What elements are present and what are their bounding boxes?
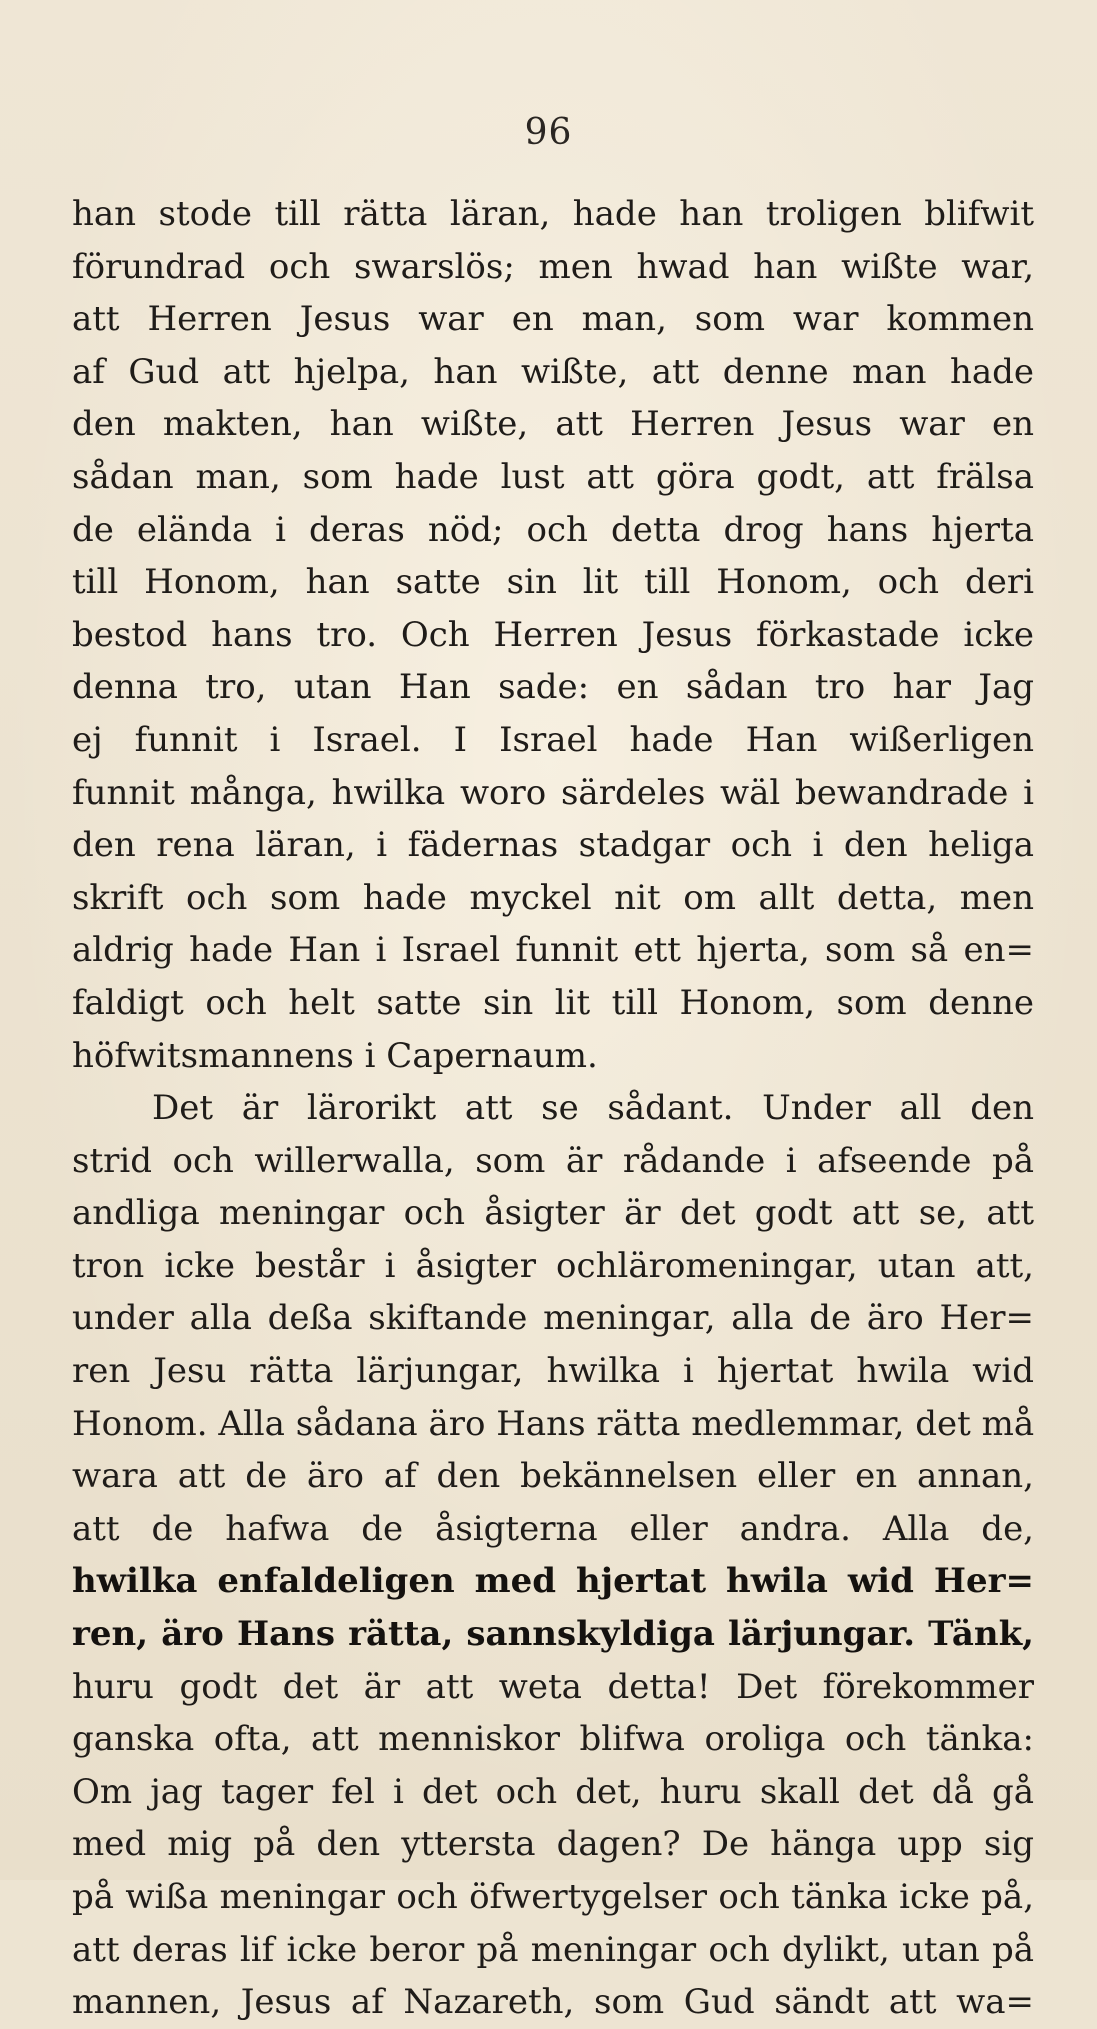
text-line: skrift och som hade myckel nit om allt detta, men [72, 877, 1034, 918]
text-line: Det är lärorikt att se sådant. Under all den [152, 1088, 1034, 1129]
body-text [72, 188, 1034, 2029]
text-line: tron icke består i åsigter ochläromeningar, utan att, [72, 1245, 1034, 1286]
text-line: af Gud att hjelpa, han wißte, att denne man hade [72, 351, 1034, 392]
text-line: ren, äro Hans rätta, sannskyldiga lärjungar. Tänk, [72, 1614, 1034, 1655]
text-line: sådan man, som hade lust att göra godt, att frälsa [72, 456, 1034, 497]
text-line: ej funnit i Israel. I Israel hade Han wißerligen [72, 719, 1034, 760]
text-line: Om jag tager fel i det och det, huru skall det då gå [72, 1771, 1034, 1812]
text-line: Honom. Alla sådana äro Hans rätta medlemmar, det må [72, 1403, 1034, 1444]
text-line: den makten, han wißte, att Herren Jesus war en [72, 404, 1034, 445]
text-line: andliga meningar och åsigter är det godt att se, att [72, 1193, 1034, 1234]
text-line: till Honom, han satte sin lit till Honom, och deri [72, 562, 1034, 603]
text-line: med mig på den yttersta dagen? De hänga upp sig [72, 1824, 1034, 1865]
text-line: faldigt och helt satte sin lit till Honom, som denne [72, 982, 1034, 1023]
text-line: huru godt det är att weta detta! Det förekommer [72, 1666, 1034, 1707]
text-line: att Herren Jesus war en man, som war kommen [72, 299, 1034, 340]
text-line: mannen, Jesus af Nazareth, som Gud sändt att wa= [72, 1982, 1034, 2023]
text-line: han stode till rätta läran, hade han troligen blifwit [72, 194, 1034, 234]
text-line: funnit många, hwilka woro särdeles wäl bewandrade i [72, 772, 1034, 813]
text-line: denna tro, utan Han sade: en sådan tro har Jag [72, 667, 1034, 708]
text-line: strid och willerwalla, som är rådande i afseende på [72, 1140, 1034, 1181]
text-line: bestod hans tro. Och Herren Jesus förkastade icke [72, 614, 1034, 655]
text-line: de elända i deras nöd; och detta drog hans hjerta [72, 509, 1034, 550]
text-line: hwilka enfaldeligen med hjertat hwila wid Her= [72, 1561, 1034, 1602]
text-line: att de hafwa de åsigterna eller andra. Alla de, [72, 1508, 1034, 1549]
text-line: wara att de äro af den bekännelsen eller en annan, [72, 1456, 1034, 1497]
text-line: aldrig hade Han i Israel funnit ett hjerta, som så en= [72, 930, 1034, 971]
page-number: 96 [524, 112, 573, 153]
text-line: den rena läran, i fädernas stadgar och i den heliga [72, 825, 1034, 866]
text-line: att deras lif icke beror på meningar och dylikt, utan på [72, 1929, 1034, 1970]
text-line: höfwitsmannens i Capernaum. [72, 1035, 598, 1076]
text-line: ganska ofta, att menniskor blifwa oroliga och tänka: [72, 1719, 1034, 1760]
text-line: på wißa meningar och öfwertygelser och tänka icke på, [72, 1877, 1034, 1917]
text-line: förundrad och swarslös; men hwad han wißte war, [72, 246, 1034, 287]
text-line: under alla deßa skiftande meningar, alla de äro Her= [72, 1298, 1034, 1339]
text-line: ren Jesu rätta lärjungar, hwilka i hjertat hwila wid [72, 1351, 1034, 1392]
